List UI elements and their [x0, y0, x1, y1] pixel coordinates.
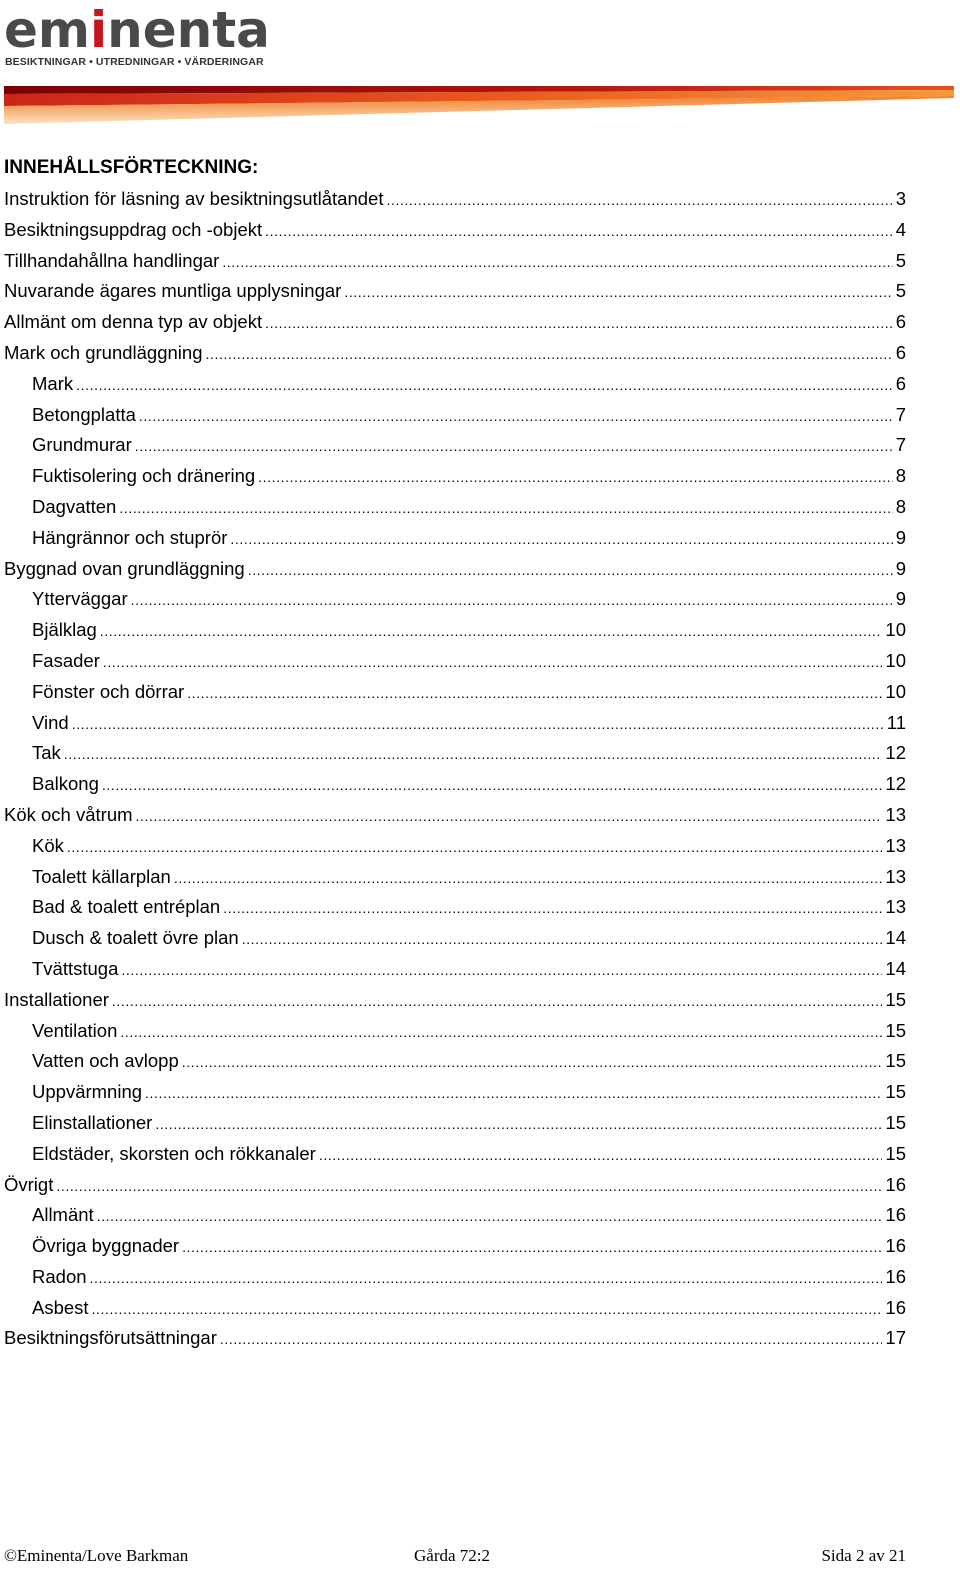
toc-entry-label: Radon	[32, 1265, 87, 1287]
toc-entry-page: 15	[885, 1081, 906, 1103]
toc-entry-label: Mark och grundläggning	[4, 341, 203, 363]
toc-entry[interactable]	[4, 246, 906, 277]
toc-entry-label: Vind	[32, 711, 69, 733]
toc-entry[interactable]	[4, 461, 906, 492]
toc-dot-leader	[265, 216, 893, 247]
toc-entry[interactable]	[4, 1262, 906, 1293]
toc-entry[interactable]	[4, 307, 906, 338]
toc-dot-leader	[100, 616, 883, 647]
toc-dot-leader	[319, 1140, 883, 1171]
toc-dot-leader	[64, 739, 883, 770]
toc-entry-label: Instruktion för läsning av besiktningsutlåtandet	[4, 188, 384, 209]
toc-entry-label: Balkong	[32, 773, 99, 795]
toc-entry-label: Övrigt	[4, 1173, 54, 1195]
toc-entry-page: 8	[895, 495, 906, 517]
toc-entry[interactable]	[4, 1077, 906, 1108]
toc-dot-leader	[386, 185, 892, 216]
toc-dot-leader	[242, 924, 883, 955]
toc-entry-page: 9	[895, 526, 906, 548]
toc-entry-page: 14	[885, 957, 906, 979]
toc-entry-page: 15	[885, 1111, 906, 1133]
toc-entry-label: Besiktningsuppdrag och -objekt	[4, 218, 263, 240]
toc-entry[interactable]	[4, 769, 906, 800]
toc-entry-page: 6	[895, 372, 906, 394]
toc-dot-leader	[56, 1171, 882, 1202]
toc-entry[interactable]	[4, 338, 906, 369]
toc-entry-page: 15	[885, 1142, 906, 1164]
toc-dot-leader	[248, 555, 893, 586]
toc-entry-page: 12	[885, 773, 906, 795]
toc-entry-page: 16	[885, 1265, 906, 1287]
toc-entry[interactable]	[4, 554, 906, 585]
toc-entry[interactable]	[4, 831, 906, 862]
toc-entry-label: Mark	[32, 372, 74, 394]
toc-entry-page: 5	[895, 249, 906, 271]
toc-entry[interactable]	[4, 184, 906, 215]
toc-entry-label: Hängrännor och stuprör	[32, 526, 228, 548]
toc-entry-label: Fasader	[32, 649, 100, 671]
toc-entry-page: 6	[895, 311, 906, 333]
toc-entry-page: 15	[885, 988, 906, 1010]
toc-entry[interactable]	[4, 492, 906, 523]
toc-entry-label: Fuktisolering och dränering	[32, 465, 256, 487]
toc-entry[interactable]	[4, 215, 906, 246]
toc-dot-leader	[76, 370, 893, 401]
toc-entry-label: Asbest	[32, 1296, 89, 1318]
toc-entry-page: 7	[895, 434, 906, 456]
toc-dot-leader	[103, 647, 883, 678]
toc-entry[interactable]	[4, 862, 906, 893]
toc-entry-label: Elinstallationer	[32, 1111, 153, 1133]
toc-entry-page: 10	[885, 680, 906, 702]
toc-entry-page: 15	[885, 1019, 906, 1041]
toc-entry[interactable]	[4, 1016, 906, 1047]
toc-dot-leader	[206, 339, 893, 370]
toc-entry-label: Tillhandahållna handlingar	[4, 249, 220, 271]
toc-entry-page: 9	[895, 557, 906, 579]
toc-entry-page: 12	[885, 742, 906, 764]
toc-dot-leader	[72, 709, 884, 740]
toc-entry-label: Grundmurar	[32, 434, 132, 456]
toc-entry[interactable]	[4, 985, 906, 1016]
toc-entry-page: 4	[895, 218, 906, 240]
toc-entry-label: Kök	[32, 834, 64, 856]
toc-entry[interactable]	[4, 615, 906, 646]
toc-entry[interactable]	[4, 677, 906, 708]
header-color-band	[0, 84, 960, 128]
toc-entry[interactable]	[4, 1170, 906, 1201]
toc-entry-page: 8	[895, 465, 906, 487]
toc-entry-page: 16	[885, 1235, 906, 1257]
page-footer	[4, 1546, 906, 1570]
toc-entry-page: 13	[885, 865, 906, 887]
toc-entry-label: Installationer	[4, 988, 109, 1010]
toc-dot-leader	[112, 986, 883, 1017]
toc-entry[interactable]	[4, 800, 906, 831]
toc-entry-label: Nuvarande ägares muntliga upplysningar	[4, 280, 342, 302]
toc-entry-page: 11	[886, 711, 906, 733]
logo-text-before: em	[4, 1, 91, 59]
toc-entry[interactable]	[4, 1323, 906, 1354]
toc-entry-label: Dusch & toalett övre plan	[32, 927, 239, 949]
toc-dot-leader	[174, 863, 883, 894]
toc-dot-leader	[90, 1263, 883, 1294]
toc-dot-leader	[119, 493, 892, 524]
toc-entry[interactable]	[4, 523, 906, 554]
toc-heading: INNEHÅLLSFÖRTECKNING:	[4, 157, 259, 178]
toc-entry[interactable]	[4, 369, 906, 400]
toc-dot-leader	[222, 247, 892, 278]
toc-dot-leader	[67, 832, 883, 863]
toc-entry-page: 16	[885, 1204, 906, 1226]
toc-entry-label: Betongplatta	[32, 403, 136, 425]
toc-entry-page: 3	[895, 188, 906, 209]
toc-dot-leader	[92, 1294, 883, 1325]
toc-entry[interactable]	[4, 1046, 906, 1077]
toc-entry-label: Allmänt	[32, 1204, 94, 1226]
toc-entry[interactable]	[4, 430, 906, 461]
toc-entry-label: Tvättstuga	[32, 957, 119, 979]
table-of-contents	[4, 152, 906, 1354]
toc-dot-leader	[265, 308, 893, 339]
toc-entry-page: 10	[885, 619, 906, 641]
toc-entry-label: Ventilation	[32, 1019, 118, 1041]
toc-entry-page: 5	[895, 280, 906, 302]
toc-entry-page: 16	[885, 1296, 906, 1318]
toc-dot-leader	[121, 955, 882, 986]
page-header	[0, 0, 960, 130]
toc-entry-label: Dagvatten	[32, 495, 117, 517]
toc-dot-leader	[182, 1047, 883, 1078]
toc-entry-label: Kök och våtrum	[4, 803, 133, 825]
toc-entry[interactable]	[4, 1231, 906, 1262]
toc-entry[interactable]	[4, 923, 906, 954]
toc-dot-leader	[258, 462, 893, 493]
toc-entry[interactable]	[4, 1293, 906, 1324]
toc-entry-page: 15	[885, 1050, 906, 1072]
toc-entry[interactable]	[4, 646, 906, 677]
toc-dot-leader	[223, 893, 882, 924]
toc-dot-leader	[136, 801, 883, 832]
toc-entry-label: Eldstäder, skorsten och rökkanaler	[32, 1142, 316, 1164]
toc-dot-leader	[102, 770, 883, 801]
footer-property: Gårda 72:2	[414, 1546, 491, 1565]
toc-dot-leader	[182, 1232, 882, 1263]
toc-entry-page: 13	[885, 834, 906, 856]
toc-entry-page: 6	[895, 341, 906, 363]
toc-entry[interactable]	[4, 584, 906, 615]
toc-dot-leader	[145, 1078, 882, 1109]
logo-tagline: BESIKTNINGAR • UTREDNINGAR • VÄRDERINGAR	[5, 56, 264, 68]
eminenta-logo	[4, 2, 270, 58]
toc-dot-leader	[187, 678, 882, 709]
toc-entry[interactable]	[4, 400, 906, 431]
toc-entry-label: Bad & toalett entréplan	[32, 896, 221, 918]
toc-entry-page: 14	[885, 927, 906, 949]
toc-entry-page: 10	[885, 649, 906, 671]
toc-entry[interactable]	[4, 738, 906, 769]
toc-entry[interactable]	[4, 276, 906, 307]
toc-entry-label: Toalett källarplan	[32, 865, 171, 887]
toc-entry[interactable]	[4, 892, 906, 923]
toc-entry-label: Uppvärmning	[32, 1081, 143, 1103]
toc-entry-label: Bjälklag	[32, 619, 97, 641]
toc-list	[4, 184, 906, 1354]
logo-text-accent: i	[90, 1, 108, 59]
toc-entry-page: 7	[895, 403, 906, 425]
toc-entry-label: Övriga byggnader	[32, 1235, 180, 1257]
toc-entry-label: Besiktningsförutsättningar	[4, 1327, 217, 1349]
logo-text-after: nenta	[107, 1, 270, 59]
toc-entry-label: Tak	[32, 742, 61, 764]
toc-entry[interactable]	[4, 954, 906, 985]
toc-entry-label: Byggnad ovan grundläggning	[4, 557, 245, 579]
toc-dot-leader	[139, 401, 893, 432]
toc-dot-leader	[344, 277, 892, 308]
toc-entry-page: 9	[895, 588, 906, 610]
toc-entry[interactable]	[4, 1200, 906, 1231]
toc-entry-page: 13	[885, 896, 906, 918]
toc-dot-leader	[135, 431, 893, 462]
toc-dot-leader	[220, 1324, 883, 1355]
toc-dot-leader	[97, 1201, 883, 1232]
footer-page-number: Sida 2 av 21	[821, 1546, 906, 1565]
toc-dot-leader	[155, 1109, 882, 1140]
toc-entry-label: Ytterväggar	[32, 588, 128, 610]
toc-dot-leader	[131, 585, 893, 616]
toc-entry-page: 13	[885, 803, 906, 825]
toc-entry-label: Fönster och dörrar	[32, 680, 185, 702]
toc-entry-label: Allmänt om denna typ av objekt	[4, 311, 263, 333]
toc-entry[interactable]	[4, 1108, 906, 1139]
toc-dot-leader	[230, 524, 892, 555]
toc-entry-label: Vatten och avlopp	[32, 1050, 179, 1072]
footer-author: ©Eminenta/Love Barkman	[4, 1546, 189, 1565]
toc-entry[interactable]	[4, 708, 906, 739]
toc-dot-leader	[120, 1017, 882, 1048]
toc-entry-page: 16	[885, 1173, 906, 1195]
toc-entry[interactable]	[4, 1139, 906, 1170]
toc-entry-page: 17	[885, 1327, 906, 1349]
